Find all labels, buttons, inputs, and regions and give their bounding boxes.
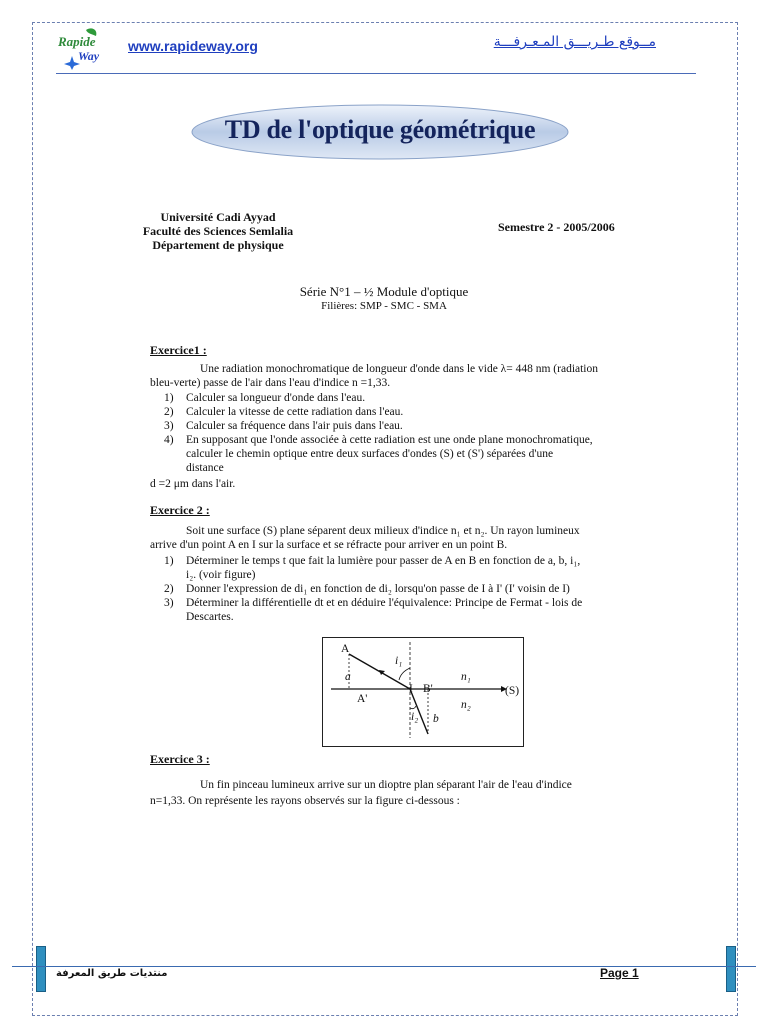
footer-right-bar <box>726 946 736 992</box>
ex2-item-text: Descartes. <box>186 611 234 623</box>
serie-title: Série N°1 – ½ Module d'optique <box>299 284 469 299</box>
ex1-item4-continuation: calculer le chemin optique entre deux surfaces d'ondes (S) et (S') séparées d'une <box>186 448 554 460</box>
refraction-figure <box>322 637 524 747</box>
ex1-item-text: Calculer sa fréquence dans l'air puis dans l'eau. <box>186 420 403 432</box>
site-url-link[interactable]: www.rapideway.org <box>128 38 258 54</box>
site-arabic-title-link[interactable]: مــوقع طـريـــق المـعـرفـــة <box>493 34 656 50</box>
department-name: Département de physique <box>152 238 284 252</box>
semester-label: Semestre 2 - 2005/2006 <box>498 220 615 234</box>
ex1-item-text: En supposant que l'onde associée à cette radiation est une onde plane monochromatique, <box>186 434 593 446</box>
ex1-item4-continuation: distance <box>186 462 224 474</box>
footer-left-bar <box>36 946 46 992</box>
exercise1-heading: Exercice1 : <box>150 343 207 357</box>
exercise2-intro-line1: Soit une surface (S) plane séparent deux milieux d'indice n₁ et n₂. Un rayon lumineux <box>186 525 580 537</box>
faculty-name: Faculté des Sciences Semlalia <box>142 224 294 238</box>
exercise1-intro-line2: bleu-verte) passe de l'air dans l'eau d'indice n =1,33. <box>150 377 391 389</box>
rapideway-logo[interactable] <box>56 26 120 70</box>
exercise1-intro-line1: Une radiation monochromatique de longueur d'onde dans le vide λ= 448 nm (radiation <box>200 363 599 375</box>
header-divider <box>56 73 696 74</box>
exercise2-heading: Exercice 2 : <box>150 503 210 517</box>
figure-label-i1: i₁ <box>395 655 403 667</box>
exercise3-heading: Exercice 3 : <box>150 752 210 766</box>
ex1-item-num: 1) <box>164 392 174 404</box>
university-name: Université Cadi Ayyad <box>160 210 276 224</box>
ex1-tail: d =2 μm dans l'air. <box>150 478 236 490</box>
figure-label-surface: (S) <box>505 685 520 697</box>
figure-label-b-prime: B' <box>423 683 433 695</box>
figure-label-a: a <box>345 671 351 683</box>
figure-label-a-point: A <box>341 643 350 655</box>
exercise3-intro-line2: n=1,33. On représente les rayons observés sur la figure ci-dessous : <box>150 795 460 807</box>
university-block <box>128 210 308 252</box>
ex2-item-num: 2) <box>164 583 174 595</box>
title-banner <box>189 102 571 162</box>
logo-word-way: Way <box>78 49 100 63</box>
footer-forum-name: منتديات طريق المعرفة <box>56 968 168 979</box>
exercise3-intro-line1: Un fin pinceau lumineux arrive sur un dioptre plan séparant l'air de l'eau d'indice <box>200 779 572 791</box>
ex1-item-num: 4) <box>164 434 174 446</box>
exercise2-intro-line2: arrive d'un point A en I sur la surface et se réfracte pour arriver en un point B. <box>150 539 508 551</box>
ex1-item-num: 3) <box>164 420 174 432</box>
filieres-label: Filières: SMP - SMC - SMA <box>321 300 447 312</box>
figure-label-n1: n₁ <box>461 671 471 683</box>
figure-label-b: b <box>433 713 439 725</box>
figure-label-i2: i₂ <box>411 711 419 723</box>
ex2-item-text: Déterminer le temps t que fait la lumière pour passer de A en B en fonction de a, b, i₁, <box>186 555 581 567</box>
ex1-item-num: 2) <box>164 406 174 418</box>
ex2-item-num: 1) <box>164 555 174 567</box>
figure-label-i: I <box>409 683 413 695</box>
logo-word-rapide: Rapide <box>58 34 96 49</box>
ex2-item-text: Donner l'expression de di₁ en fonction de di₂ lorsqu'on passe de I à I' (I' voisin de I) <box>186 583 570 595</box>
page-title: TD de l'optique géométrique <box>224 115 536 144</box>
figure-label-n2: n₂ <box>461 699 471 711</box>
ex2-item-text: Déterminer la différentielle dt et en déduire l'équivalence: Principe de Fermat - lois de <box>186 597 583 609</box>
page-number: Page 1 <box>600 966 639 980</box>
ex1-item-text: Calculer la vitesse de cette radiation dans l'eau. <box>186 406 404 418</box>
ex2-item-text: i₂. (voir figure) <box>186 569 256 581</box>
footer-divider <box>12 966 756 967</box>
ex1-item-text: Calculer sa longueur d'onde dans l'eau. <box>186 392 366 404</box>
page-border <box>32 22 738 1016</box>
ex2-item-num: 3) <box>164 597 174 609</box>
figure-label-a-prime: A' <box>357 693 368 705</box>
